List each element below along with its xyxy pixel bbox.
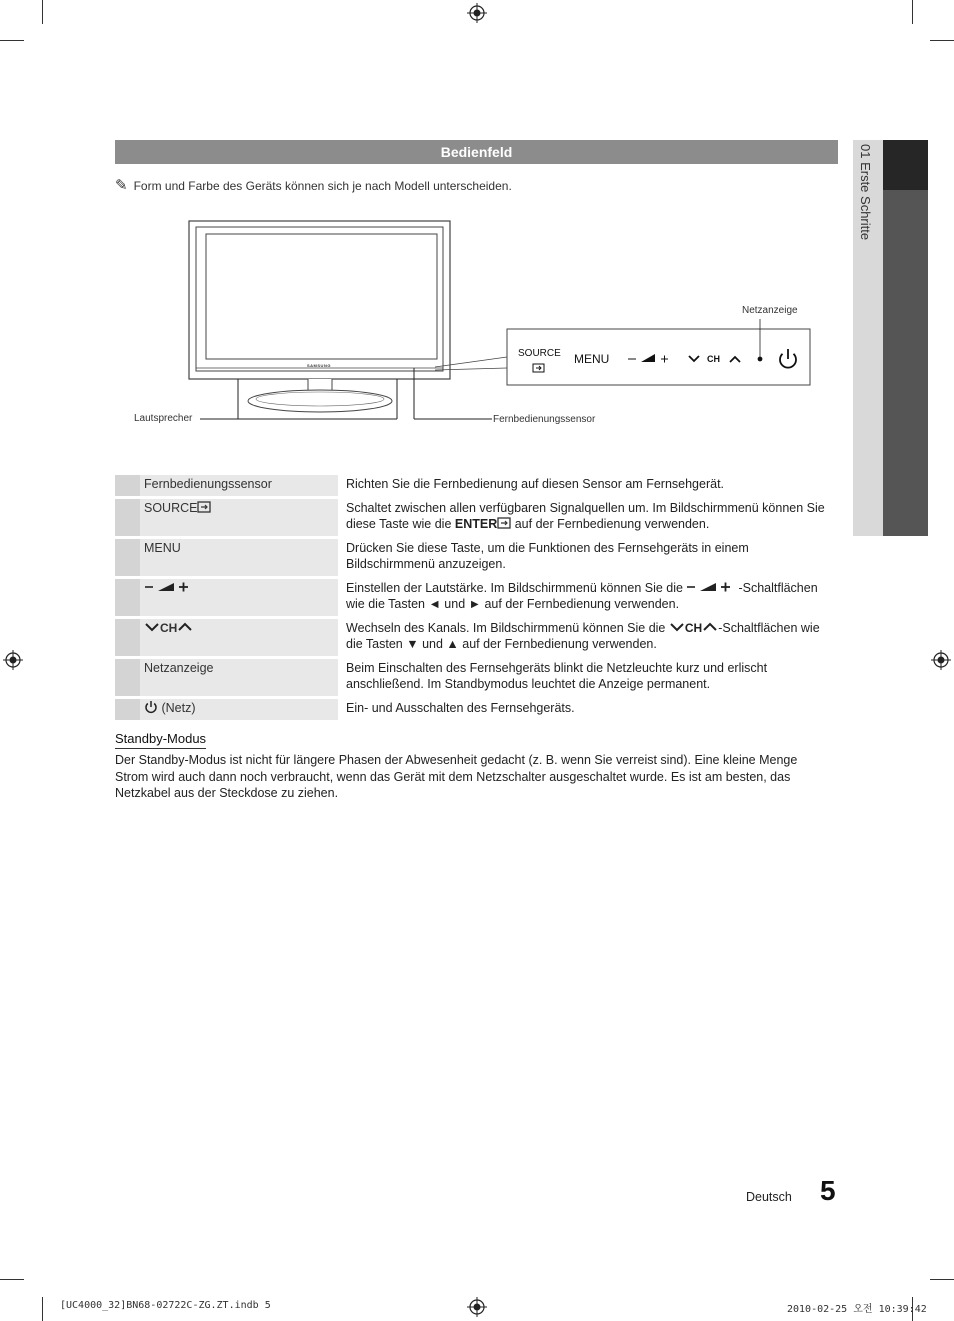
- control-name: [140, 619, 338, 656]
- chevron-up-icon: [177, 621, 193, 633]
- control-description: Drücken Sie diese Taste, um die Funktionen des Fernsehgeräts in einem Bildschirmmenü anzuzeigen.: [338, 539, 838, 576]
- crop-mark: [0, 1279, 24, 1280]
- power-icon: [144, 700, 158, 714]
- registration-mark-icon: [467, 1297, 487, 1317]
- table-row: [115, 619, 838, 656]
- page-number: 5: [820, 1175, 836, 1206]
- crop-mark: [930, 1279, 954, 1280]
- section-title: Bedienfeld: [115, 140, 838, 164]
- speaker-label: Lautsprecher: [134, 413, 193, 424]
- table-row: [115, 659, 838, 696]
- controls-table: [115, 472, 838, 723]
- control-name: [140, 499, 338, 536]
- tv-illustration: [120, 210, 820, 450]
- ch-label: CH: [160, 621, 178, 635]
- table-row: [115, 579, 838, 616]
- crop-mark: [0, 40, 24, 41]
- crop-mark: [912, 0, 913, 24]
- chevron-down-icon: [669, 621, 685, 633]
- table-row: [115, 539, 838, 576]
- print-timestamp: 2010-02-25 오전 10:39:42: [787, 1304, 927, 1315]
- language-label: Deutsch: [746, 1190, 792, 1204]
- chevron-down-icon: [144, 621, 160, 633]
- print-file-info: [UC4000_32]BN68-02722C-ZG.ZT.indb 5: [60, 1300, 271, 1311]
- standby-heading: Standby-Modus: [115, 731, 206, 749]
- table-row: [115, 699, 838, 720]
- crop-mark: [42, 1297, 43, 1321]
- control-name: [140, 579, 338, 616]
- panel-source-label: SOURCE: [518, 348, 561, 359]
- chapter-tab-dark: [883, 140, 928, 536]
- indicator-label: Netzanzeige: [742, 305, 798, 316]
- panel-ch-label: CH: [707, 354, 720, 364]
- standby-paragraph: Der Standby-Modus ist nicht für längere Phasen der Abwesenheit gedacht (z. B. wenn Sie verreist sind). Eine kleine Menge Strom wird auch dann noch verbraucht, wenn das Gerät mit dem Netzschalter ausgeschaltet wurde. Es ist am besten, das Netzkabel aus der Steckdose zu ziehen.: [115, 753, 798, 800]
- note-text: Form und Farbe des Geräts können sich je nach Modell unterscheiden.: [133, 179, 512, 193]
- registration-mark-icon: [931, 650, 951, 670]
- chapter-label: 01 Erste Schritte: [858, 144, 873, 241]
- control-description: Beim Einschalten des Fernsehgeräts blinkt die Netzleuchte kurz und erlischt anschließend. Im Standbymodus leuchtet die Anzeige permanent.: [338, 659, 838, 696]
- control-description: Richten Sie die Fernbedienung auf diesen Sensor am Fernsehgerät.: [338, 475, 838, 496]
- note-pencil-icon: ✎: [115, 177, 128, 194]
- control-description: Schaltet zwischen allen verfügbaren Signalquellen um. Im Bildschirmmenü können Sie diese Taste wie die ENTER auf der Fernbedienung verwenden.: [338, 499, 838, 536]
- registration-mark-icon: [3, 650, 23, 670]
- volume-icon: [144, 580, 196, 594]
- control-description: Ein- und Ausschalten des Fernsehgeräts.: [338, 699, 838, 720]
- enter-icon: [497, 517, 511, 529]
- panel-menu-label: MENU: [574, 352, 610, 366]
- chapter-tab-marker: [883, 140, 928, 190]
- control-panel-diagram: [120, 210, 820, 450]
- control-name: MENU: [140, 539, 338, 576]
- source-enter-icon: [197, 501, 211, 513]
- table-row: [115, 499, 838, 536]
- control-name: Netzanzeige: [140, 659, 338, 696]
- registration-mark-icon: [467, 3, 487, 23]
- control-name: [140, 699, 338, 720]
- note: [115, 176, 512, 194]
- control-name: Fernbedienungssensor: [140, 475, 338, 496]
- tv-brand-logo: SAMSUNG: [307, 363, 331, 368]
- volume-icon: [686, 580, 738, 594]
- source-label: SOURCE: [144, 501, 198, 515]
- power-label: (Netz): [161, 701, 196, 715]
- crop-mark: [930, 40, 954, 41]
- table-row: [115, 475, 838, 496]
- sensor-label: Fernbedienungssensor: [493, 414, 596, 425]
- crop-mark: [42, 0, 43, 24]
- chevron-up-icon: [702, 621, 718, 633]
- control-description: Wechseln des Kanals. Im Bildschirmmenü können Sie die CH -Schaltflächen wie die Tasten ▼ und ▲ auf der Fernbedienung verwenden.: [338, 619, 838, 656]
- control-description: Einstellen der Lautstärke. Im Bildschirmmenü können Sie die -Schaltflächen wie die Tasten ◄ und ► auf der Fernbedienung verwenden.: [338, 579, 838, 616]
